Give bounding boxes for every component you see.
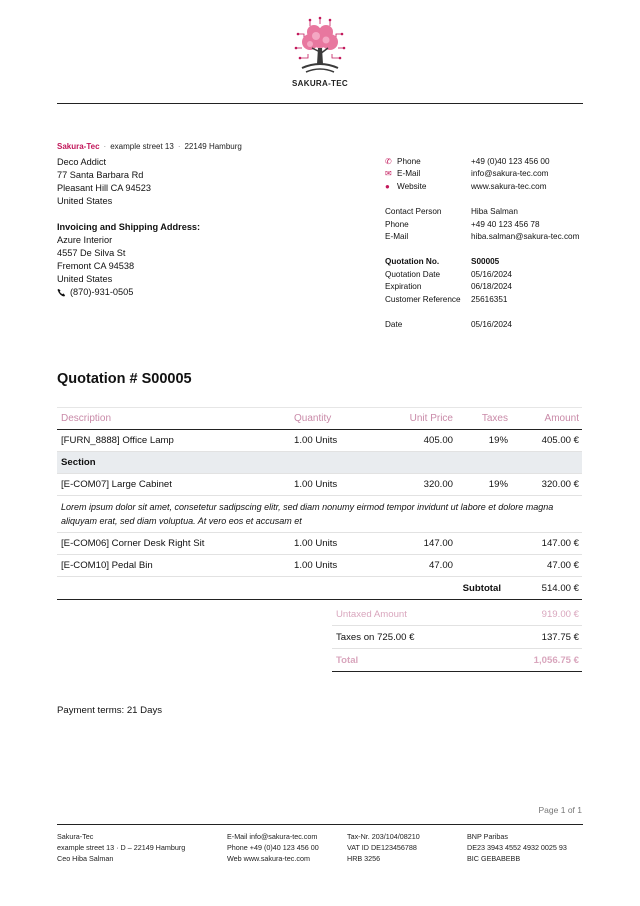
- column-header-quantity: Quantity: [294, 413, 332, 424]
- section-row: Section: [57, 452, 582, 474]
- customer-reference-row: [385, 294, 579, 306]
- line-description: [E-COM06] Corner Desk Right Sit: [61, 538, 205, 549]
- quotation-info-label: Expiration: [385, 282, 422, 292]
- sender-street: example street 13: [110, 142, 174, 151]
- contact-person-email-row: [385, 231, 579, 243]
- contact-label: E-Mail: [397, 169, 421, 179]
- payment-terms: Payment terms: 21 Days: [57, 705, 163, 716]
- quotation-info-label: Customer Reference: [385, 294, 461, 304]
- line-quantity: 1.00 Units: [294, 560, 338, 571]
- footer-line: DE23 3943 4552 4932 0025 93: [467, 843, 567, 852]
- contact-person-value: +49 40 123 456 78: [471, 219, 540, 229]
- untaxed-amount-value: 919.00 €: [541, 608, 579, 620]
- taxes-value: 137.75 €: [541, 631, 579, 643]
- customer-country: United States: [57, 196, 113, 206]
- footer-line: HRB 3256: [347, 854, 381, 863]
- phone-icon: ✆: [385, 157, 392, 166]
- page-counter: Page 1 of 1: [538, 805, 582, 815]
- footer-line: Phone +49 (0)40 123 456 00: [227, 843, 319, 852]
- quotation-info-label: Quotation No.: [385, 257, 440, 267]
- table-row: [57, 533, 582, 555]
- table-row: [57, 474, 582, 496]
- email-icon: ✉: [385, 169, 392, 179]
- line-quantity: 1.00 Units: [294, 479, 338, 490]
- shipping-phone-row: [57, 286, 200, 299]
- logo-wordmark: SAKURA-TEC: [292, 79, 348, 88]
- line-amount: 147.00 €: [541, 538, 579, 549]
- quotation-info-value: 06/18/2024: [471, 282, 512, 292]
- sender-address-line: Sakura-Tec · example street 13 · 22149 Hamburg: [57, 142, 242, 151]
- column-header-taxes: Taxes: [481, 413, 508, 424]
- footer-line: Ceo Hiba Salman: [57, 854, 114, 863]
- quotation-info-value: 05/16/2024: [471, 269, 512, 279]
- phone-icon: [57, 288, 66, 297]
- globe-icon: ●: [385, 181, 390, 191]
- footer-line: BIC GEBABEBB: [467, 854, 521, 863]
- date-row: [385, 319, 579, 331]
- contact-value[interactable]: info@sakura-tec.com: [471, 169, 549, 179]
- note-row: Lorem ipsum dolor sit amet, consetetur sadipscing elitr, sed diam nonumy eirmod tempor invidunt ut labore et dolore magna aliquyam erat, sed diam voluptua. At vero eos et accusam et: [57, 496, 582, 533]
- footer-line: Sakura-Tec: [57, 832, 94, 841]
- footer-divider: [57, 824, 583, 825]
- contact-person-row: [385, 206, 579, 218]
- subtotal-label: Subtotal: [462, 582, 501, 594]
- date-label: Date: [385, 320, 403, 330]
- line-unit-price: 405.00: [423, 435, 453, 446]
- untaxed-amount-label: Untaxed Amount: [336, 608, 407, 620]
- expiration-row: [385, 281, 579, 293]
- shipping-country: United States: [57, 274, 113, 284]
- taxes-label: Taxes on 725.00 €: [336, 631, 415, 643]
- untaxed-amount-row: [332, 603, 582, 626]
- line-taxes: 19%: [488, 479, 508, 490]
- table-row: [57, 430, 582, 452]
- total-label: Total: [336, 654, 359, 666]
- taxes-row: [332, 626, 582, 649]
- line-amount: 405.00 €: [541, 435, 579, 446]
- sakura-tree-logo-icon: [290, 14, 350, 78]
- contact-person-label: Contact Person: [385, 207, 442, 217]
- quotation-number-row: [385, 256, 579, 268]
- line-unit-price: 320.00: [423, 479, 453, 490]
- line-amount: 47.00 €: [546, 560, 579, 571]
- subtotal-value: 514.00 €: [541, 582, 579, 594]
- contact-person-value: Hiba Salman: [471, 207, 518, 217]
- customer-street: 77 Santa Barbara Rd: [57, 170, 144, 180]
- total-value: 1,056.75 €: [533, 654, 579, 666]
- contact-person-phone-row: [385, 219, 579, 231]
- footer-line: BNP Paribas: [467, 832, 509, 841]
- line-unit-price: 47.00: [428, 560, 453, 571]
- page-title: Quotation # S00005: [57, 371, 192, 387]
- footer-contact-column: [227, 831, 319, 864]
- line-taxes: 19%: [488, 435, 508, 446]
- line-quantity: 1.00 Units: [294, 435, 338, 446]
- footer-bank-column: [467, 831, 567, 864]
- totals-block: [332, 603, 582, 672]
- table-row: [57, 555, 582, 577]
- contact-row-phone: [385, 156, 579, 168]
- shipping-city: Fremont CA 94538: [57, 261, 135, 271]
- line-description: [FURN_8888] Office Lamp: [61, 435, 174, 446]
- sender-company: Sakura-Tec: [57, 142, 100, 151]
- shipping-street: 4557 De Silva St: [57, 248, 126, 258]
- column-header-unit-price: Unit Price: [409, 413, 453, 424]
- contact-person-label: Phone: [385, 219, 409, 229]
- line-amount: 320.00 €: [541, 479, 579, 490]
- document-info-block: [385, 156, 579, 331]
- quotation-date-row: [385, 269, 579, 281]
- customer-name: Deco Addict: [57, 157, 107, 167]
- customer-address-block: [57, 156, 200, 299]
- total-row: [332, 649, 582, 672]
- contact-label: Phone: [397, 157, 421, 166]
- shipping-name: Azure Interior: [57, 235, 113, 245]
- quotation-info-value: 25616351: [471, 294, 508, 304]
- customer-city: Pleasant Hill CA 94523: [57, 183, 151, 193]
- contact-person-label: E-Mail: [385, 232, 409, 242]
- footer-tax-column: [347, 831, 420, 864]
- line-unit-price: 147.00: [423, 538, 453, 549]
- date-value: 05/16/2024: [471, 320, 512, 330]
- footer-line: Tax-Nr. 203/104/08210: [347, 832, 420, 841]
- contact-label: Website: [397, 181, 427, 191]
- footer-line: VAT ID DE123456788: [347, 843, 417, 852]
- footer-line: Web www.sakura-tec.com: [227, 854, 310, 863]
- header-divider: [57, 103, 583, 104]
- quotation-info-value: S00005: [471, 257, 500, 267]
- company-logo: [278, 14, 362, 100]
- footer-company-column: [57, 831, 185, 864]
- sender-city: 22149 Hamburg: [184, 142, 242, 151]
- table-header: [57, 407, 582, 430]
- contact-value: +49 (0)40 123 456 00: [471, 157, 550, 166]
- quotation-info-label: Quotation Date: [385, 269, 441, 279]
- line-quantity: 1.00 Units: [294, 538, 338, 549]
- column-header-amount: Amount: [544, 413, 579, 424]
- contact-person-value[interactable]: hiba.salman@sakura-tec.com: [471, 232, 580, 242]
- subtotal-row: [57, 577, 582, 600]
- footer-line: example street 13 · D – 22149 Hamburg: [57, 843, 186, 852]
- shipping-phone: (870)-931-0505: [70, 287, 134, 297]
- line-description: [E-COM07] Large Cabinet: [61, 479, 172, 490]
- footer-line: E-Mail info@sakura-tec.com: [227, 832, 318, 841]
- column-header-description: Description: [61, 413, 112, 424]
- shipping-heading: Invoicing and Shipping Address:: [57, 222, 201, 232]
- quotation-lines-table: [57, 407, 582, 600]
- line-description: [E-COM10] Pedal Bin: [61, 560, 153, 571]
- contact-row-website: [385, 181, 579, 193]
- contact-row-email: [385, 168, 579, 180]
- contact-value[interactable]: www.sakura-tec.com: [471, 181, 547, 191]
